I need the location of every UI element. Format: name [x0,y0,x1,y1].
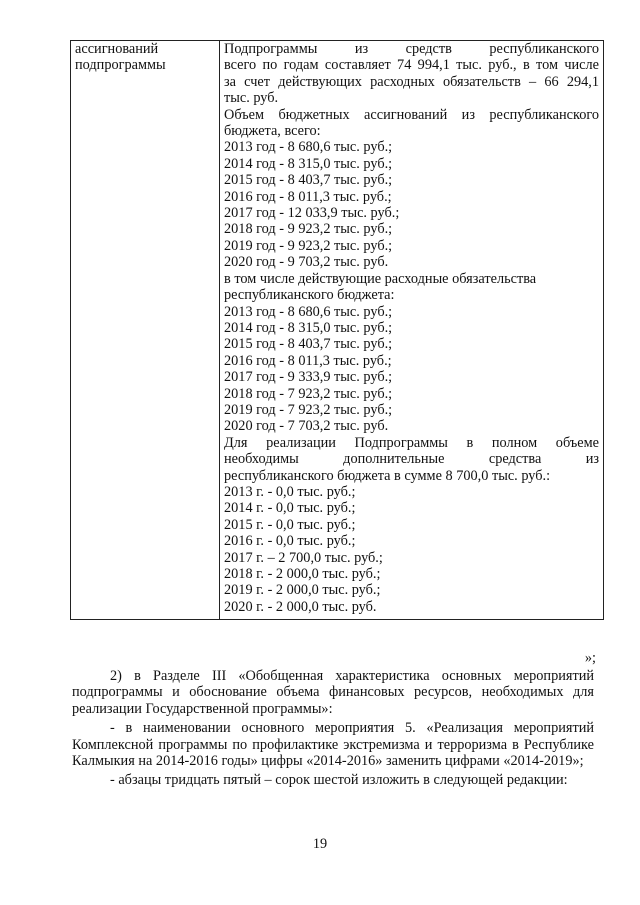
additional-year-line: 2014 г. - 0,0 тыс. руб.; [224,500,356,517]
existing-year-line: 2017 год - 9 333,9 тыс. руб.; [224,369,393,386]
right-content-cell [220,41,604,620]
additional-heading-line: необходимы дополнительные средства из [224,451,599,468]
additional-heading-line: Для реализации Подпрограммы в полном объеме [224,434,599,451]
total-heading-line: бюджета, всего: [224,123,321,140]
total-year-line: 2016 год - 8 011,3 тыс. руб.; [224,188,392,205]
amendment-paragraph: - в наименовании основного мероприятия 5. «Реализация мероприятий Комплексной программы по профилактике экстремизма и терроризма в Республике Калмыкия на 2014-2016 годы» цифры «2014-2016» заменить цифрами «2014-2019»; [72,720,594,770]
total-year-line: 2017 год - 12 033,9 тыс. руб.; [224,205,400,222]
additional-year-line: 2013 г. - 0,0 тыс. руб.; [224,483,356,500]
total-year-line: 2015 год - 8 403,7 тыс. руб.; [224,172,393,189]
additional-year-line: 2015 г. - 0,0 тыс. руб.; [224,516,356,533]
additional-year-line: 2019 г. - 2 000,0 тыс. руб.; [224,582,381,599]
existing-heading-line: в том числе действующие расходные обязательства [224,270,537,287]
amendment-paragraph: 2) в Разделе III «Обобщенная характеристика основных мероприятий подпрограммы и обоснование объема финансовых ресурсов, необходимых для реализации Государственной программы»: [72,668,594,717]
table-row [71,41,604,620]
additional-year-line: 2016 г. - 0,0 тыс. руб.; [224,533,356,550]
total-heading-line: Объем бюджетных ассигнований из республиканского [224,106,599,123]
additional-year-line: 2017 г. – 2 700,0 тыс. руб.; [224,549,383,566]
existing-heading-line: республиканского бюджета: [224,287,395,304]
intro-line: всего по годам составляет 74 994,1 тыс. руб., в том числе [224,57,599,74]
closing-quote-mark: »; [584,650,596,666]
existing-year-line: 2020 год - 7 703,2 тыс. руб. [224,418,389,435]
intro-line: тыс. руб. [224,90,279,107]
left-label-line: подпрограммы [75,57,166,74]
funding-table [70,40,604,620]
existing-year-line: 2018 год - 7 923,2 тыс. руб.; [224,385,393,402]
existing-year-line: 2013 год - 8 680,6 тыс. руб.; [224,303,393,320]
body-text [72,668,594,789]
amendment-paragraph: - абзацы тридцать пятый – сорок шестой изложить в следующей редакции: [110,772,568,789]
intro-line: за счет действующих расходных обязательств – 66 294,1 [224,73,599,90]
total-year-line: 2018 год - 9 923,2 тыс. руб.; [224,221,393,238]
left-label-cell [71,41,220,620]
page-number: 19 [312,836,328,852]
additional-year-line: 2020 г. - 2 000,0 тыс. руб. [224,598,377,615]
existing-year-line: 2014 год - 8 315,0 тыс. руб.; [224,319,393,336]
total-year-line: 2020 год - 9 703,2 тыс. руб. [224,254,389,271]
total-year-line: 2014 год - 8 315,0 тыс. руб.; [224,155,393,172]
existing-year-line: 2016 год - 8 011,3 тыс. руб.; [224,352,392,369]
total-year-line: 2013 год - 8 680,6 тыс. руб.; [224,139,393,156]
intro-line: Подпрограммы из средств республиканского [224,41,599,57]
additional-year-line: 2018 г. - 2 000,0 тыс. руб.; [224,566,381,582]
additional-heading-line: республиканского бюджета в сумме 8 700,0 тыс. руб.: [224,467,551,484]
existing-year-line: 2019 год - 7 923,2 тыс. руб.; [224,401,393,418]
existing-year-line: 2015 год - 8 403,7 тыс. руб.; [224,336,393,353]
total-year-line: 2019 год - 9 923,2 тыс. руб.; [224,237,393,254]
left-label-line: ассигнований [75,41,159,57]
